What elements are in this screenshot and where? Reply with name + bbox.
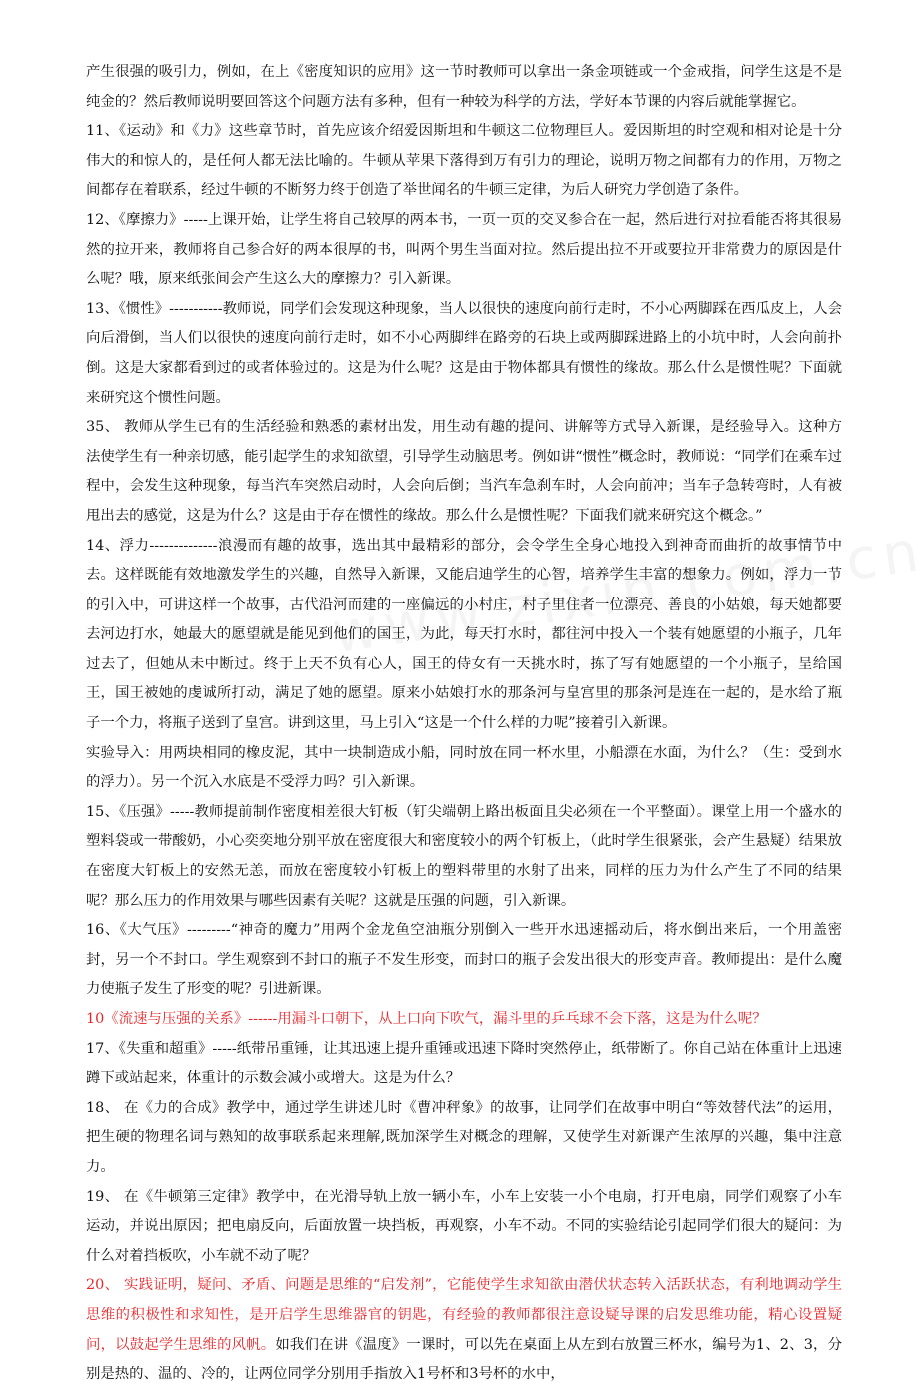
document-body — [86, 58, 842, 1390]
paragraph-atmospheric-pressure: 16、《大气压》---------“神奇的魔力”用两个金龙鱼空油瓶分别倒入一些开水迅速摇动后，将水倒出来后，一个用盖密封，另一个不封口。学生观察到不封口的瓶子不发生形变，而封口的瓶子会发出很大的形变声音。教师提出：是什么魔力使瓶子发生了形变的呢？引进新课。 — [86, 922, 842, 998]
paragraph-weightlessness: 17、《失重和超重》-----纸带吊重锤，让其迅速上提升重锤或迅速下降时突然停止，纸带断了。你自己站在体重计上迅速蹲下或站起来，体重计的示数会减小或增大。这是为什么？ — [86, 1040, 842, 1087]
paragraph-questioning — [86, 1271, 842, 1389]
paragraph-density-intro: 产生很强的吸引力，例如，在上《密度知识的应用》这一节时教师可以拿出一条金项链或一个金戒指，问学生这是不是纯金的？然后教师说明要回答这个问题方法有多种，但有一种较为科学的方法，学好本节课的内容后就能掌握它。 — [86, 64, 842, 110]
paragraph-buoyancy-story: 14、浮力--------------浪漫而有趣的故事，选出其中最精彩的部分，会令学生全身心地投入到神奇而曲折的故事情节中去。这样既能有效地激发学生的兴趣，自然导入新课，又能启迪学生的心智，培养学生丰富的想象力。例如，浮力一节的引入中，可讲这样一个故事，古代沿河而建的一座偏远的小村庄，村子里住者一位漂亮、善良的小姑娘，每天她都要去河边打水，她最大的愿望就是能见到他们的国王，为此，每天打水时，都往河中投入一个装有她愿望的小瓶子，几年过去了，但她从未中断过。终于上天不负有心人，国王的侍女有一天挑水时，拣了写有她愿望的一个小瓶子，呈给国王，国王被她的虔诚所打动，满足了她的愿望。原来小姑娘打水的那条河与皇宫里的那条河是连在一起的，是水给了瓶子一个力，将瓶子送到了皇宫。讲到这里，马上引入“这是一个什么样的力呢”接着引入新课。 — [86, 537, 842, 732]
paragraph-experiment-intro: 实验导入：用两块相同的橡皮泥，其中一块制造成小船，同时放在同一杯水里，小船漂在水面，为什么？（生：受到水的浮力）。另一个沉入水底是不受浮力吗？引入新课。 — [86, 744, 842, 791]
paragraph-motion-force: 11、《运动》和《力》这些章节时，首先应该介绍爱因斯坦和牛顿这二位物理巨人。爱因斯坦的时空观和相对论是十分伟大的和惊人的，是任何人都无法比喻的。牛顿从苹果下落得到万有引力的理论，说明万物之间都有力的作用，万物之间都存在着联系，经过牛顿的不断努力终于创造了举世闻名的牛顿三定律，为后人研究力学创造了条件。 — [86, 123, 842, 199]
paragraph-pressure: 15、《压强》-----教师提前制作密度相差很大钉板（钉尖端朝上路出板面且尖必须在一个平整面）。课堂上用一个盛水的塑料袋或一带酸奶，小心奕奕地分别平放在密度很大和密度较小的两个钉板上，（此时学生很紧张，会产生悬疑）结果放在密度大钉板上的安然无恙，而放在密度较小钉板上的塑料带里的水射了出来，同样的压力为什么产生了不同的结果呢？那么压力的作用效果与哪些因素有关呢？这就是压强的问题，引入新课。 — [86, 803, 842, 909]
questioning-body-text: 如我们在讲《温度》一课时，可以先在桌面上从左到右放置三杯水，编号为1、2、3，分别是热的、温的、冷的，让两位同学分别用手指放入1号杯和3号杯的水中， — [86, 1336, 842, 1383]
paragraph-inertia: 13、《惯性》-----------教师说，同学们会发现这种现象，当人以很快的速度向前行走时，不小心两脚踩在西瓜皮上，人会向后滑倒，当人们以很快的速度向前行走时，如不小心两脚绊在路旁的石块上或两脚踩进路上的小坑中时，人会向前扑倒。这是大家都看到过的或者体验过的。这是为什么呢？这是由于物体都具有惯性的缘故。那么什么是惯性呢？下面就来研究这个惯性问题。 — [86, 300, 842, 406]
questioning-highlight-text: 20、 实践证明，疑问、矛盾、问题是思维的“启发剂”，它能使学生求知欲由潜伏状态转入活跃状态，有利地调动学生思维的积极性和求知性，是开启学生思维器官的钥匙，有经验的教师都很注意设疑导课的启发思维功能，精心设置疑问，以鼓起学生思维的风帆。 — [86, 1277, 842, 1353]
paragraph-newton-third-law: 19、 在《牛顿第三定律》教学中，在光滑导轨上放一辆小车，小车上安装一小个电扇，打开电扇，同学们观察了小车运动，并说出原因；把电扇反向，后面放置一块挡板，再观察，小车不动。不同的实验结论引起同学们很大的疑问：为什么对着挡板吹，小车就不动了呢？ — [86, 1188, 842, 1264]
paragraph-friction: 12、《摩擦力》-----上课开始，让学生将自己较厚的两本书，一页一页的交叉参合在一起，然后进行对拉看能否将其很易然的拉开来，教师将自己参合好的两本很厚的书，叫两个男生当面对拉。然后提出拉不开或要拉开非常费力的原因是什么呢？哦，原来纸张间会产生这么大的摩擦力？引入新课。 — [86, 211, 842, 288]
paragraph-force-composition: 18、 在《力的合成》教学中，通过学生讲述儿时《曹冲秤象》的故事，让同学们在故事中明白“等效替代法”的运用，把生硬的物理名词与熟知的故事联系起来理解,既加深学生对概念的理解，又使学生对新课产生浓厚的兴趣，集中注意力。 — [86, 1099, 842, 1175]
paragraph-flow-speed-highlight: 10《流速与压强的关系》------用漏斗口朝下，从上口向下吹气，漏斗里的乒乓球不会下落，这是为什么呢？ — [86, 1011, 767, 1027]
paragraph-experience-intro: 35、 教师从学生已有的生活经验和熟悉的素材出发，用生动有趣的提问、讲解等方式导入新课，是经验导入。这种方法使学生有一种亲切感，能引起学生的求知欲望，引导学生动脑思考。例如讲“惯性”概念时，教师说：“同学们在乘车过程中，会发生这种现象，每当汽车突然启动时，人会向后倒；当汽车急刹车时，人会向前冲；当车子急转弯时，人有被甩出去的感觉，这是为什么？这是由于存在惯性的缘故。那么什么是惯性呢？下面我们就来研究这个概念。” — [86, 419, 842, 524]
